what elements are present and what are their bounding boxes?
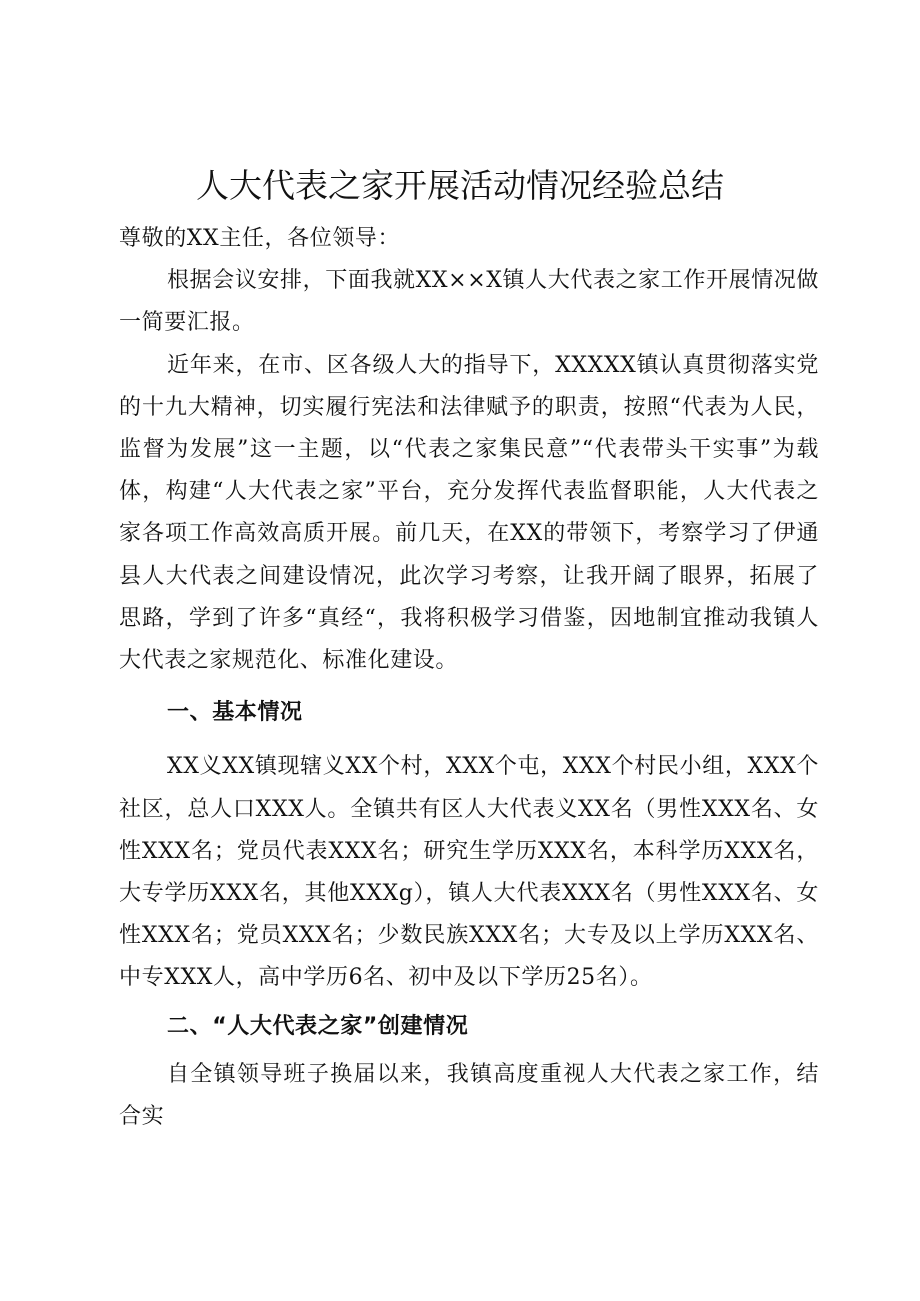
paragraph-background: 近年来，在市、区各级人大的指导下，XXXXX镇认真贯彻落实党的十九大精神，切实履行宪法和法律赋予的职责，按照“代表为人民，监督为发展”这一主题，以“代表之家集民意”“代表带头干实事”为载体，构建“人大代表之家”平台，充分发挥代表监督职能，人大代表之家各项工作高效高质开展。前几天，在XX的带领下，考察学习了伊通县人大代表之间建设情况，此次学习考察，让我开阔了眼界，拓展了思路，学到了许多“真经“，我将积极学习借鉴，因地制宜推动我镇人大代表之家规范化、标准化建设。	[119, 352, 819, 674]
paragraph-intro: 根据会议安排，下面我就XX××X镇人大代表之家工作开展情况做一简要汇报。	[119, 268, 819, 336]
paragraph-basic-situation: XX义XX镇现辖义XX个村，XXX个屯，XXX个村民小组，XXX个社区，总人口XXX人。全镇共有区人大代表义XX名（男性XXX名、女性XXX名；党员代表XXX名；研究生学历XXX名，本科学历XXX名，大专学历XXX名，其他XXXg），镇人大代表XXX名（男性XXX名、女性XXX名；党员XXX名；少数民族XXX名；大专及以上学历XXX名、中专XXX人，高中学历6名、初中及以下学历25名）。	[119, 754, 819, 991]
document-body	[119, 218, 819, 1138]
section-heading-creation-situation: 二、“人大代表之家”创建情况	[167, 1013, 469, 1039]
salutation: 尊敬的XX主任，各位领导：	[119, 226, 401, 251]
section-heading-basic-situation: 一、基本情况	[167, 700, 303, 726]
paragraph-creation-situation: 自全镇领导班子换届以来，我镇高度重视人大代表之家工作，结合实	[119, 1061, 819, 1130]
document-title: 人大代表之家开展活动情况经验总结	[196, 166, 724, 205]
